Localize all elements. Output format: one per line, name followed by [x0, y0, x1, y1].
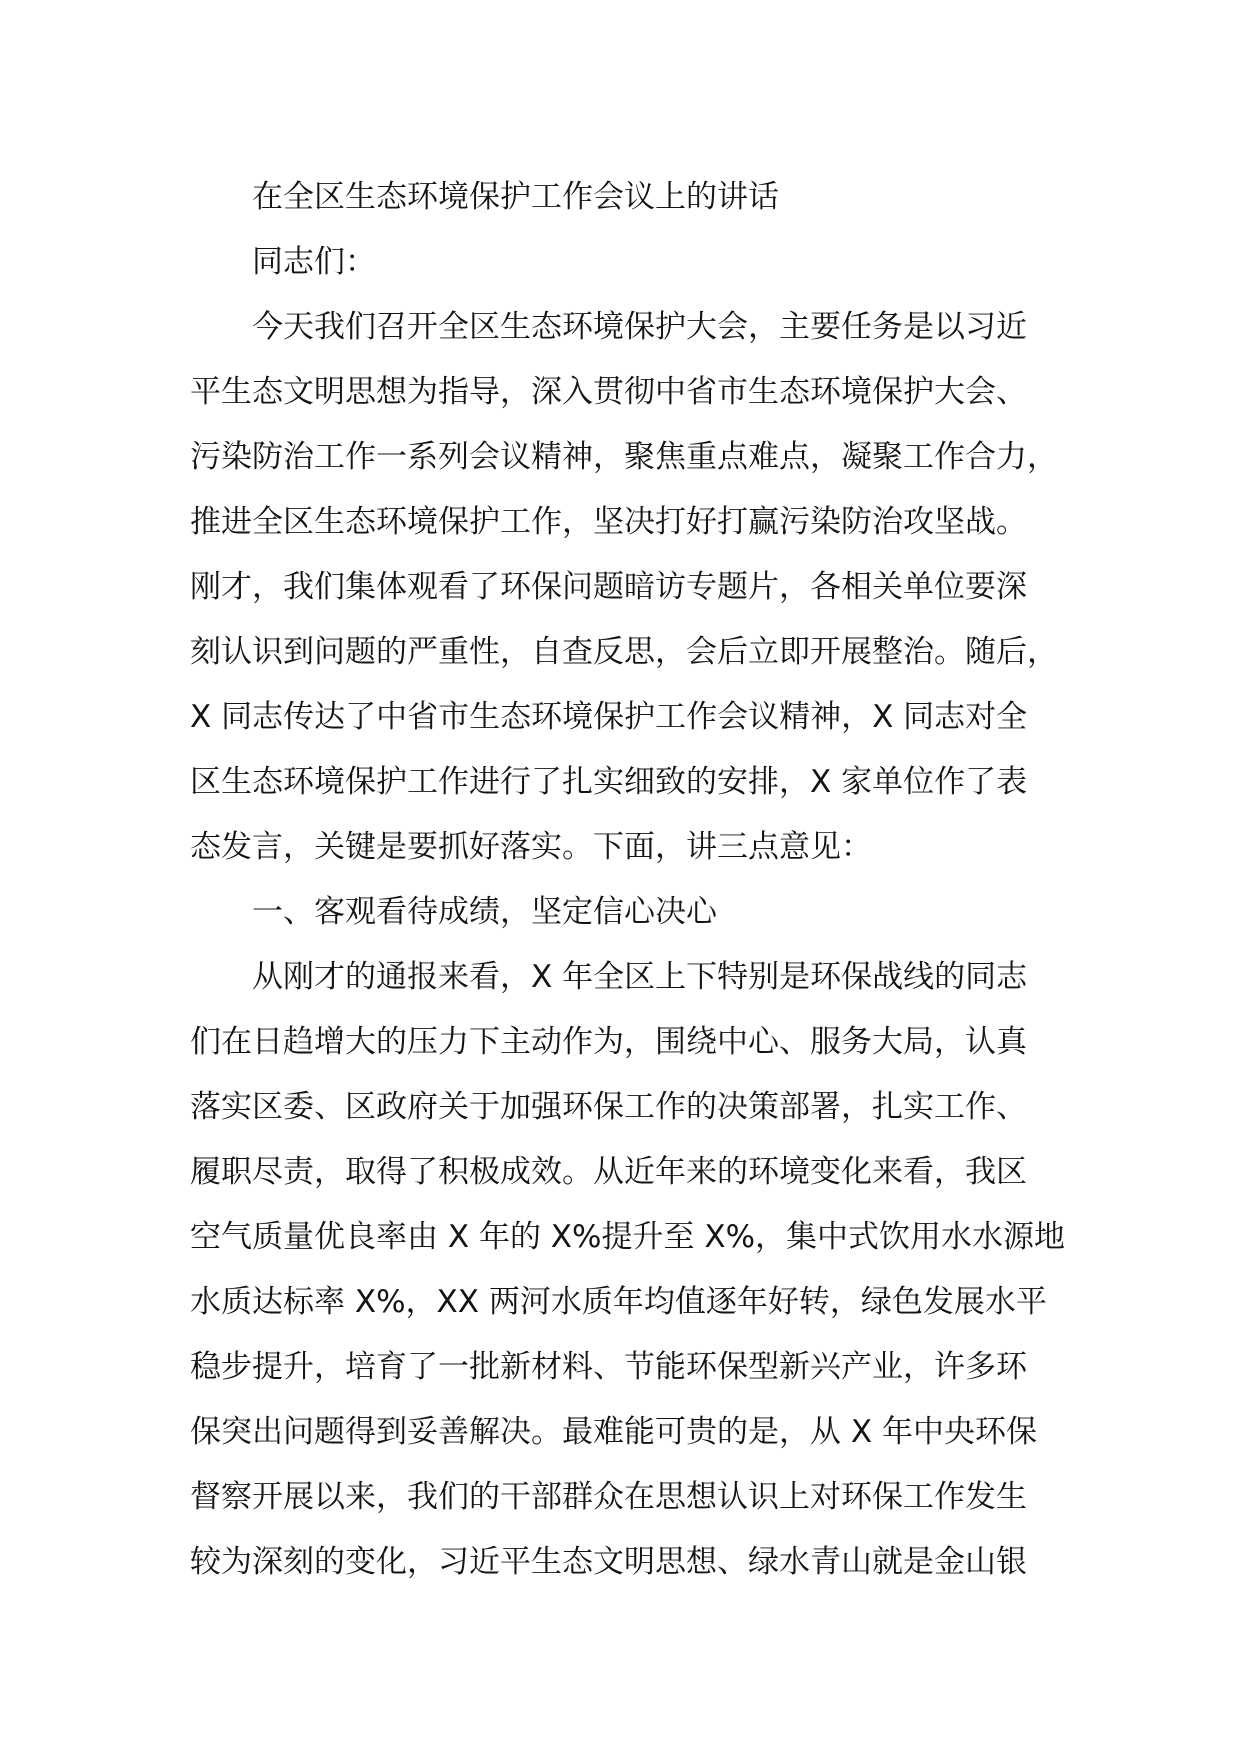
- paragraph-line: 落实区委、区政府关于加强环保工作的决策部署，扎实工作、: [190, 1089, 1027, 1125]
- paragraph-line: 区生态环境保护工作进行了扎实细致的安排，X 家单位作了表: [190, 764, 1028, 800]
- paragraph-line: 空气质量优良率由 X 年的 X%提升至 X%，集中式饮用水水源地: [190, 1219, 1066, 1255]
- salutation: 同志们：: [252, 244, 376, 280]
- document-title: 在全区生态环境保护工作会议上的讲话: [252, 179, 779, 215]
- paragraph-line: 稳步提升，培育了一批新材料、节能环保型新兴产业，许多环: [190, 1349, 1027, 1385]
- document-body: [190, 165, 1090, 1595]
- paragraph-line: 较为深刻的变化，习近平生态文明思想、绿水青山就是金山银: [190, 1544, 1027, 1580]
- paragraph-line: 保突出问题得到妥善解决。最难能可贵的是，从 X 年中央环保: [190, 1414, 1037, 1450]
- paragraph-line: 态发言，关键是要抓好落实。下面，讲三点意见：: [190, 829, 872, 865]
- paragraph-line: 刚才，我们集体观看了环保问题暗访专题片，各相关单位要深: [190, 569, 1027, 605]
- paragraph-line: 推进全区生态环境保护工作，坚决打好打赢污染防治攻坚战。: [190, 504, 1027, 540]
- paragraph-line: 从刚才的通报来看，X 年全区上下特别是环保战线的同志: [252, 959, 1028, 995]
- paragraph-line: X 同志传达了中省市生态环境保护工作会议精神，X 同志对全: [190, 699, 1028, 735]
- paragraph-line: 履职尽责，取得了积极成效。从近年来的环境变化来看，我区: [190, 1154, 1027, 1190]
- paragraph-intro: [190, 295, 1090, 880]
- paragraph-line: 今天我们召开全区生态环境保护大会，主要任务是以习近: [252, 309, 1027, 345]
- section-heading-1: 一、客观看待成绩，坚定信心决心: [252, 894, 717, 930]
- paragraph-line: 们在日趋增大的压力下主动作为，围绕中心、服务大局，认真: [190, 1024, 1027, 1060]
- paragraph-line: 平生态文明思想为指导，深入贯彻中省市生态环境保护大会、: [190, 374, 1027, 410]
- paragraph-line: 水质达标率 X%，XX 两河水质年均值逐年好转，绿色发展水平: [190, 1284, 1047, 1320]
- paragraph-line: 督察开展以来，我们的干部群众在思想认识上对环保工作发生: [190, 1479, 1027, 1515]
- paragraph-line: 污染防治工作一系列会议精神，聚焦重点难点，凝聚工作合力，: [190, 439, 1058, 475]
- paragraph-achievements: [190, 945, 1090, 1595]
- paragraph-line: 刻认识到问题的严重性，自查反思，会后立即开展整治。随后，: [190, 634, 1058, 670]
